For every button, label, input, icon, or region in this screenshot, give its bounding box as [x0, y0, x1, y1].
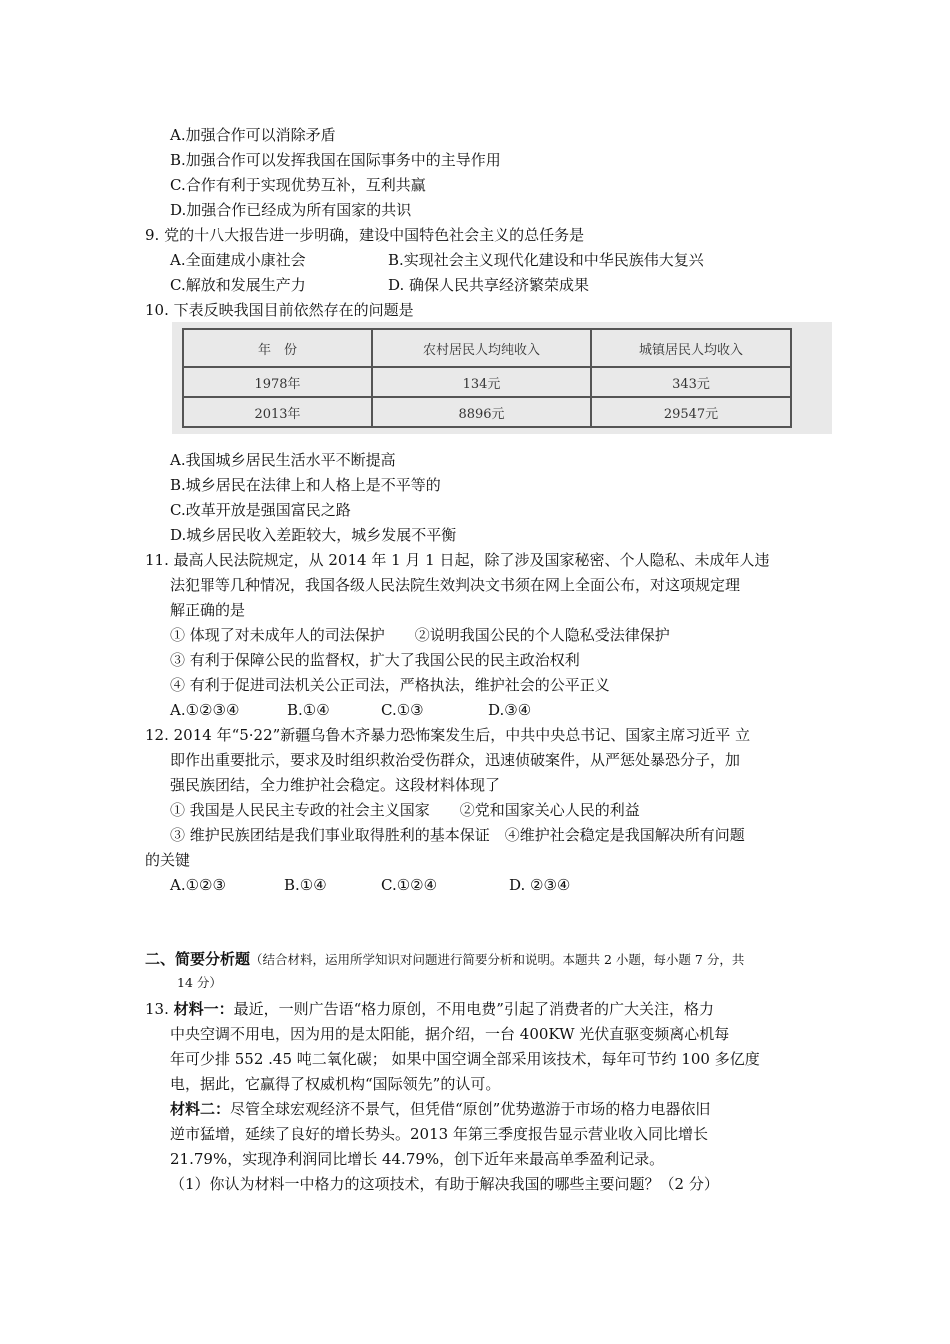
cell-urban: 343元	[591, 367, 791, 397]
q12-item: ① 我国是人民民主专政的社会主义国家 ②党和国家关心人民的利益	[170, 801, 640, 819]
section-note-tail: 14 分）	[177, 975, 222, 990]
q13-subquestion-1: （1）你认为材料一中格力的这项技术，有助于解决我国的哪些主要问题？（2 分）	[170, 1175, 719, 1193]
cell-rural: 134元	[372, 367, 591, 397]
income-table	[182, 328, 792, 428]
q13-material2-first-line	[170, 1098, 710, 1120]
q9-option-b: B.实现社会主义现代化建设和中华民族伟大复兴	[388, 251, 704, 269]
cell-year: 1978年	[183, 367, 372, 397]
cell-urban: 29547元	[591, 397, 791, 427]
material1-line: 中央空调不用电，因为用的是太阳能，据介绍，一台 400KW 光伏直驱变频离心机每	[170, 1025, 730, 1043]
q12-stem-line: 强民族团结，全力维护社会稳定。这段材料体现了	[170, 776, 501, 794]
material1-label: 材料一：	[173, 1000, 234, 1018]
q12-option-d: D. ②③④	[509, 876, 571, 894]
material1-line: 年可少排 552 .45 吨二氧化碳； 如果中国空调全部采用该技术，每年可节约 100 多亿度	[170, 1050, 760, 1068]
header-year: 年 份	[183, 329, 372, 367]
material1-line: 电，据此，它赢得了权威机构“国际领先”的认可。	[170, 1075, 501, 1093]
cell-year: 2013年	[183, 397, 372, 427]
q11-stem-line: 11. 最高人民法院规定，从 2014 年 1 月 1 日起，除了涉及国家秘密、个人隐私、未成年人违	[145, 551, 770, 569]
table-row	[183, 397, 791, 427]
q11-option-a: A.①②③④	[170, 701, 240, 719]
q12-item-tail: 的关键	[145, 851, 191, 869]
q8-option-d: D.加强合作已经成为所有国家的共识	[170, 201, 412, 219]
q11-option-d: D.③④	[488, 701, 532, 719]
q10-option-a: A.我国城乡居民生活水平不断提高	[170, 451, 396, 469]
q10-stem: 10. 下表反映我国目前依然存在的问题是	[145, 301, 414, 319]
section-note: （结合材料，运用所学知识对问题进行简要分析和说明。本题共 2 小题，每小题 7 分，共	[250, 952, 745, 967]
q10-option-c: C.改革开放是强国富民之路	[170, 501, 351, 519]
table-row	[183, 367, 791, 397]
q10-option-b: B.城乡居民在法律上和人格上是不平等的	[170, 476, 441, 494]
q11-option-b: B.①④	[287, 701, 330, 719]
q11-item: ④ 有利于促进司法机关公正司法，严格执法，维护社会的公平正义	[170, 676, 610, 694]
q11-option-c: C.①③	[381, 701, 424, 719]
q12-option-b: B.①④	[284, 876, 327, 894]
q12-option-a: A.①②③	[170, 876, 226, 894]
q10-option-d: D.城乡居民收入差距较大，城乡发展不平衡	[170, 526, 457, 544]
q9-option-d: D. 确保人民共享经济繁荣成果	[388, 276, 590, 294]
q12-stem-line: 12. 2014 年“5·22”新疆乌鲁木齐暴力恐怖案发生后，中共中央总书记、国家主席习近平 立	[145, 726, 751, 744]
q8-option-b: B.加强合作可以发挥我国在国际事务中的主导作用	[170, 151, 501, 169]
q13-material1-first-line	[145, 998, 714, 1020]
section-2-heading	[145, 948, 744, 971]
material2-line: 21.79%，实现净利润同比增长 44.79%，创下近年来最高单季盈利记录。	[170, 1150, 665, 1168]
table-header-row	[183, 329, 791, 367]
q13-number: 13.	[145, 1000, 174, 1018]
material2-text: 尽管全球宏观经济不景气，但凭借“原创”优势遨游于市场的格力电器依旧	[230, 1100, 711, 1118]
material1-text: 最近，一则广告语“格力原创，不用电费”引起了消费者的广大关注，格力	[233, 1000, 714, 1018]
material2-label: 材料二：	[170, 1100, 231, 1118]
q11-item: ① 体现了对未成年人的司法保护 ②说明我国公民的个人隐私受法律保护	[170, 626, 670, 644]
q11-item: ③ 有利于保障公民的监督权，扩大了我国公民的民主政治权利	[170, 651, 580, 669]
section-title: 二、简要分析题	[145, 950, 251, 968]
q9-option-c: C.解放和发展生产力	[170, 276, 306, 294]
q9-option-a: A.全面建成小康社会	[170, 251, 306, 269]
material2-line: 逆市猛增，延续了良好的增长势头。2013 年第三季度报告显示营业收入同比增长	[170, 1125, 708, 1143]
q8-option-a: A.加强合作可以消除矛盾	[170, 126, 336, 144]
q12-item: ③ 维护民族团结是我们事业取得胜利的基本保证 ④维护社会稳定是我国解决所有问题	[170, 826, 745, 844]
header-urban-income: 城镇居民人均收入	[591, 329, 791, 367]
q12-stem-line: 即作出重要批示，要求及时组织救治受伤群众，迅速侦破案件，从严惩处暴恐分子，加	[170, 751, 741, 769]
q12-option-c: C.①②④	[381, 876, 438, 894]
q11-stem-line: 解正确的是	[170, 601, 246, 619]
q9-stem: 9. 党的十八大报告进一步明确，建设中国特色社会主义的总任务是	[145, 226, 585, 244]
q8-option-c: C.合作有利于实现优势互补，互利共赢	[170, 176, 426, 194]
cell-rural: 8896元	[372, 397, 591, 427]
header-rural-income: 农村居民人均纯收入	[372, 329, 591, 367]
q11-stem-line: 法犯罪等几种情况，我国各级人民法院生效判决文书须在网上全面公布，对这项规定理	[170, 576, 741, 594]
income-table-image	[172, 322, 832, 434]
